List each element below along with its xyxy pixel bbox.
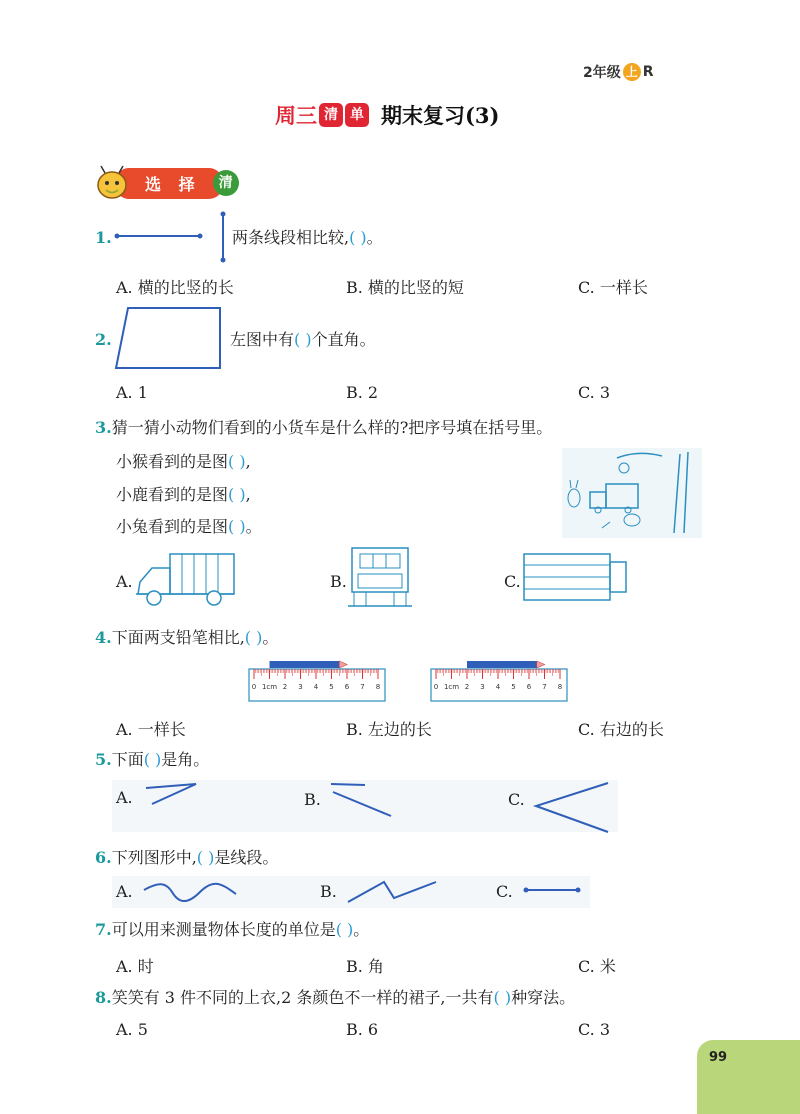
page-number: 99 xyxy=(709,1050,728,1065)
answer-blank[interactable]: ( ) xyxy=(244,628,263,647)
ruler-tick-label: 2 xyxy=(464,683,470,691)
question-7: 7.可以用来测量物体长度的单位是( )。 xyxy=(95,920,370,939)
q3-line-deer: 小鹿看到的是图( ), xyxy=(116,485,251,504)
question-number: 5. xyxy=(95,750,112,769)
question-2 xyxy=(95,330,112,350)
q3-option-c[interactable]: C. xyxy=(504,572,521,591)
ruler-tick-label: 7 xyxy=(542,683,547,691)
question-number: 6. xyxy=(95,848,112,867)
question-2-text: 左图中有( )个直角。 xyxy=(230,330,376,349)
q8-option-b[interactable]: B. 6 xyxy=(346,1020,379,1039)
question-5: 5.下面( )是角。 xyxy=(95,750,210,769)
answer-blank[interactable]: ( ) xyxy=(228,517,246,536)
q5-option-a[interactable]: A. xyxy=(116,788,133,807)
pencil-tip xyxy=(537,661,545,668)
grade-prefix: 2年级 xyxy=(583,65,621,81)
pencil-tip xyxy=(339,661,347,668)
ruler-tick-label: 8 xyxy=(375,683,381,691)
title-day: 周三 xyxy=(275,103,317,128)
ruler-left-figure xyxy=(248,655,386,703)
section-header xyxy=(95,165,239,201)
q6-option-b[interactable]: B. xyxy=(320,882,337,901)
truck-side-view-icon xyxy=(134,552,238,610)
q6-option-c[interactable]: C. xyxy=(496,882,513,901)
q4-option-c[interactable]: C. 右边的长 xyxy=(578,720,664,739)
bee-mascot-icon xyxy=(95,165,129,201)
q4-option-a[interactable]: A. 一样长 xyxy=(116,720,186,739)
q3-option-a[interactable]: A. xyxy=(116,572,133,591)
q5-figure-a xyxy=(140,780,200,810)
ruler-tick-label: 6 xyxy=(526,683,532,691)
question-number: 4. xyxy=(95,628,112,647)
pencil-body xyxy=(270,661,340,668)
ruler-tick-label: 1cm xyxy=(261,683,278,691)
section-label: 选 择 xyxy=(115,168,223,199)
ruler-tick-label: 7 xyxy=(360,683,365,691)
q3-animals-truck-scene xyxy=(562,448,702,538)
question-1 xyxy=(95,228,112,248)
question-number: 2. xyxy=(95,330,112,349)
truck-front-view-icon xyxy=(348,546,412,612)
q3-line-rabbit: 小兔看到的是图( )。 xyxy=(116,517,262,536)
q2-option-a[interactable]: A. 1 xyxy=(116,383,148,402)
q2-option-c[interactable]: C. 3 xyxy=(578,383,611,402)
question-number: 8. xyxy=(95,988,112,1007)
question-number: 3. xyxy=(95,418,112,437)
grade-edition: R xyxy=(642,64,654,80)
page-number-tab xyxy=(697,1040,800,1114)
answer-blank[interactable]: ( ) xyxy=(228,452,246,471)
q2-option-b[interactable]: B. 2 xyxy=(346,383,379,402)
q6-figure-b-zigzag xyxy=(344,876,440,906)
q3-line-monkey: 小猴看到的是图( ), xyxy=(116,452,251,471)
ruler-tick-label: 5 xyxy=(511,683,516,691)
q8-option-c[interactable]: C. 3 xyxy=(578,1020,611,1039)
question-4: 4.下面两支铅笔相比,( )。 xyxy=(95,628,279,647)
q1-option-a[interactable]: A. 横的比竖的长 xyxy=(116,278,234,297)
q5-option-b[interactable]: B. xyxy=(304,790,321,809)
ruler-tick-label: 4 xyxy=(495,683,501,691)
ruler-tick-label: 4 xyxy=(313,683,319,691)
q1-option-c[interactable]: C. 一样长 xyxy=(578,278,648,297)
ruler-tick-label: 1cm xyxy=(443,683,460,691)
pencil-body xyxy=(467,661,537,668)
answer-blank[interactable]: ( ) xyxy=(196,848,215,867)
q6-figure-a-curve xyxy=(142,878,238,908)
answer-blank[interactable]: ( ) xyxy=(294,330,312,349)
q6-option-a[interactable]: A. xyxy=(116,882,133,901)
title-seal-1: 清 xyxy=(319,103,343,127)
answer-blank[interactable]: ( ) xyxy=(143,750,162,769)
question-8: 8.笑笑有 3 件不同的上衣,2 条颜色不一样的裙子,一共有( )种穿法。 xyxy=(95,988,576,1007)
question-number: 1. xyxy=(95,228,112,247)
ruler-right-figure xyxy=(430,655,568,703)
ruler-tick-label: 3 xyxy=(298,683,303,691)
q1-option-b[interactable]: B. 横的比竖的短 xyxy=(346,278,464,297)
q5-figure-c xyxy=(528,780,612,836)
answer-blank[interactable]: ( ) xyxy=(335,920,354,939)
question-6: 6.下列图形中,( )是线段。 xyxy=(95,848,279,867)
question-number: 7. xyxy=(95,920,112,939)
title-text: 期末复习(3) xyxy=(381,103,500,128)
page-title xyxy=(275,100,499,130)
ruler-tick-label: 0 xyxy=(251,683,257,691)
q7-option-a[interactable]: A. 时 xyxy=(116,957,154,976)
question-3: 3.猜一猜小动物们看到的小货车是什么样的?把序号填在括号里。 xyxy=(95,418,553,437)
ruler-tick-label: 8 xyxy=(557,683,563,691)
ruler-tick-label: 5 xyxy=(329,683,334,691)
q5-figure-b xyxy=(325,780,395,820)
q3-option-b[interactable]: B. xyxy=(330,572,347,591)
ruler-tick-label: 0 xyxy=(433,683,439,691)
q5-option-c[interactable]: C. xyxy=(508,790,525,809)
truck-top-view-icon xyxy=(522,552,630,602)
answer-blank[interactable]: ( ) xyxy=(493,988,512,1007)
q6-figure-c-segment xyxy=(522,880,584,900)
answer-blank[interactable]: ( ) xyxy=(228,485,246,504)
ruler-tick-label: 6 xyxy=(344,683,350,691)
q4-option-b[interactable]: B. 左边的长 xyxy=(346,720,432,739)
q1-segments-figure xyxy=(112,210,232,270)
grade-term-badge: 上 xyxy=(623,63,641,81)
section-badge: 清 xyxy=(213,170,239,196)
q7-option-c[interactable]: C. 米 xyxy=(578,957,616,976)
ruler-tick-label: 2 xyxy=(282,683,288,691)
title-seal-2: 单 xyxy=(345,103,369,127)
q2-trapezoid-figure xyxy=(112,305,232,375)
ruler-tick-label: 3 xyxy=(480,683,485,691)
q7-option-b[interactable]: B. 角 xyxy=(346,957,384,976)
question-1-text: 两条线段相比较,( )。 xyxy=(232,228,383,247)
answer-blank[interactable]: ( ) xyxy=(349,228,367,247)
q8-option-a[interactable]: A. 5 xyxy=(116,1020,148,1039)
grade-label xyxy=(583,62,654,82)
